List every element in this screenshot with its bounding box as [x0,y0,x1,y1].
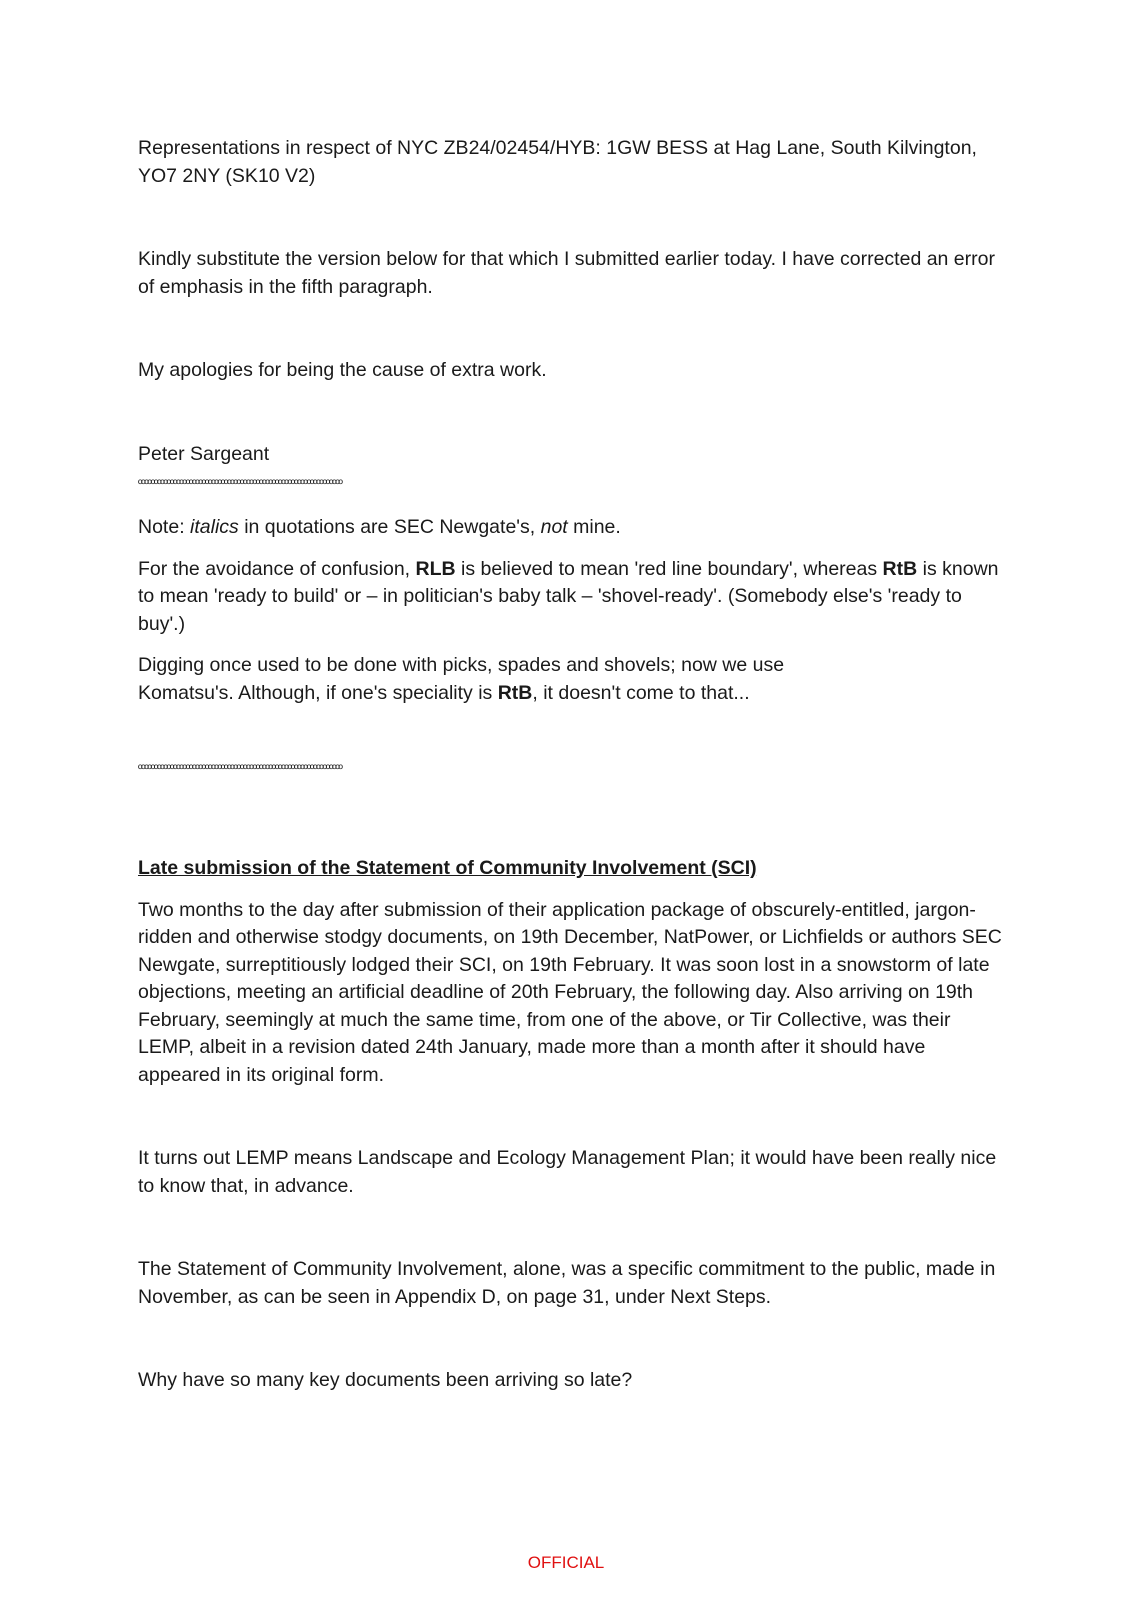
apology-line: My apologies for being the cause of extra work. [138,359,547,381]
substitution-note: Kindly substitute the version below for that which I submitted earlier today. I have corrected an error of emphasis in the fifth paragraph. [138,248,995,298]
note-italics-word: italics [190,516,239,538]
digging-line-2: Komatsu's. Although, if one's speciality is [138,681,498,704]
document-body [138,135,1008,1395]
section-heading: Late submission of the Statement of Community Involvement (SCI) [138,857,757,879]
document-title-line: Representations in respect of NYC ZB24/02454/HYB: 1GW BESS at Hag Lane, South Kilvington, YO7 2NY (SK10 V2) [138,137,977,187]
body-paragraph-3: The Statement of Community Involvement, alone, was a specific commitment to the public, made in November, as can be seen in Appendix D, on page 31, under Next Steps. [138,1258,996,1308]
rtb-term: RtB [882,557,918,580]
ornament-divider: ºººººººººººººººººººººººººººººººººººººººººººººººººººººººººººººººº [138,478,342,490]
avoidance-part-3: is known to mean 'ready to build' or – in politician's baby talk – 'shovel-ready'. (Somebody else's 'ready to buy'.) [138,557,999,635]
note-prefix: Note: [138,516,191,538]
avoidance-part-1: For the avoidance of confusion, [138,557,416,580]
avoidance-paragraph [138,556,1008,639]
avoidance-part-2: is believed to mean 'red line boundary', whereas [455,557,883,580]
ornament-divider: ºººººººººººººººººººººººººººººººººººººººººººººººººººººººººººººººº [138,763,342,775]
note-middle: in quotations are SEC Newgate's, [238,516,541,538]
digging-line-3: , it doesn't come to that... [532,681,750,704]
digging-line-1: Digging once used to be done with picks, spades and shovels; now we use [138,654,785,676]
digging-rtb-term: RtB [497,681,533,704]
rlb-term: RLB [415,557,456,580]
body-paragraph-4: Why have so many key documents been arriving so late? [138,1369,633,1391]
note-suffix: mine. [567,516,621,538]
classification-footer: OFFICIAL [527,1553,605,1572]
note-not-word: not [540,516,568,538]
digging-paragraph [138,652,1008,707]
body-paragraph-2: It turns out LEMP means Landscape and Ecology Management Plan; it would have been really nice to know that, in advance. [138,1147,997,1197]
note-paragraph [138,514,1008,542]
signature: Peter Sargeant [138,442,270,465]
body-paragraph-1: Two months to the day after submission of their application package of obscurely-entitled, jargon-ridden and otherwise stodgy documents, on 19th December, NatPower, or Lichfields or authors SEC Newgate, surreptitiously lodged their SCI, on 19th February. It was soon lost in a snowstorm of late objections, meeting an artificial deadline of 20th February, the following day. Also arriving on 19th February, seemingly at much the same time, from one of the above, or Tir Collective, was their LEMP, albeit in a revision dated 24th January, made more than a month after it should have appeared in its original form. [138,898,1002,1086]
